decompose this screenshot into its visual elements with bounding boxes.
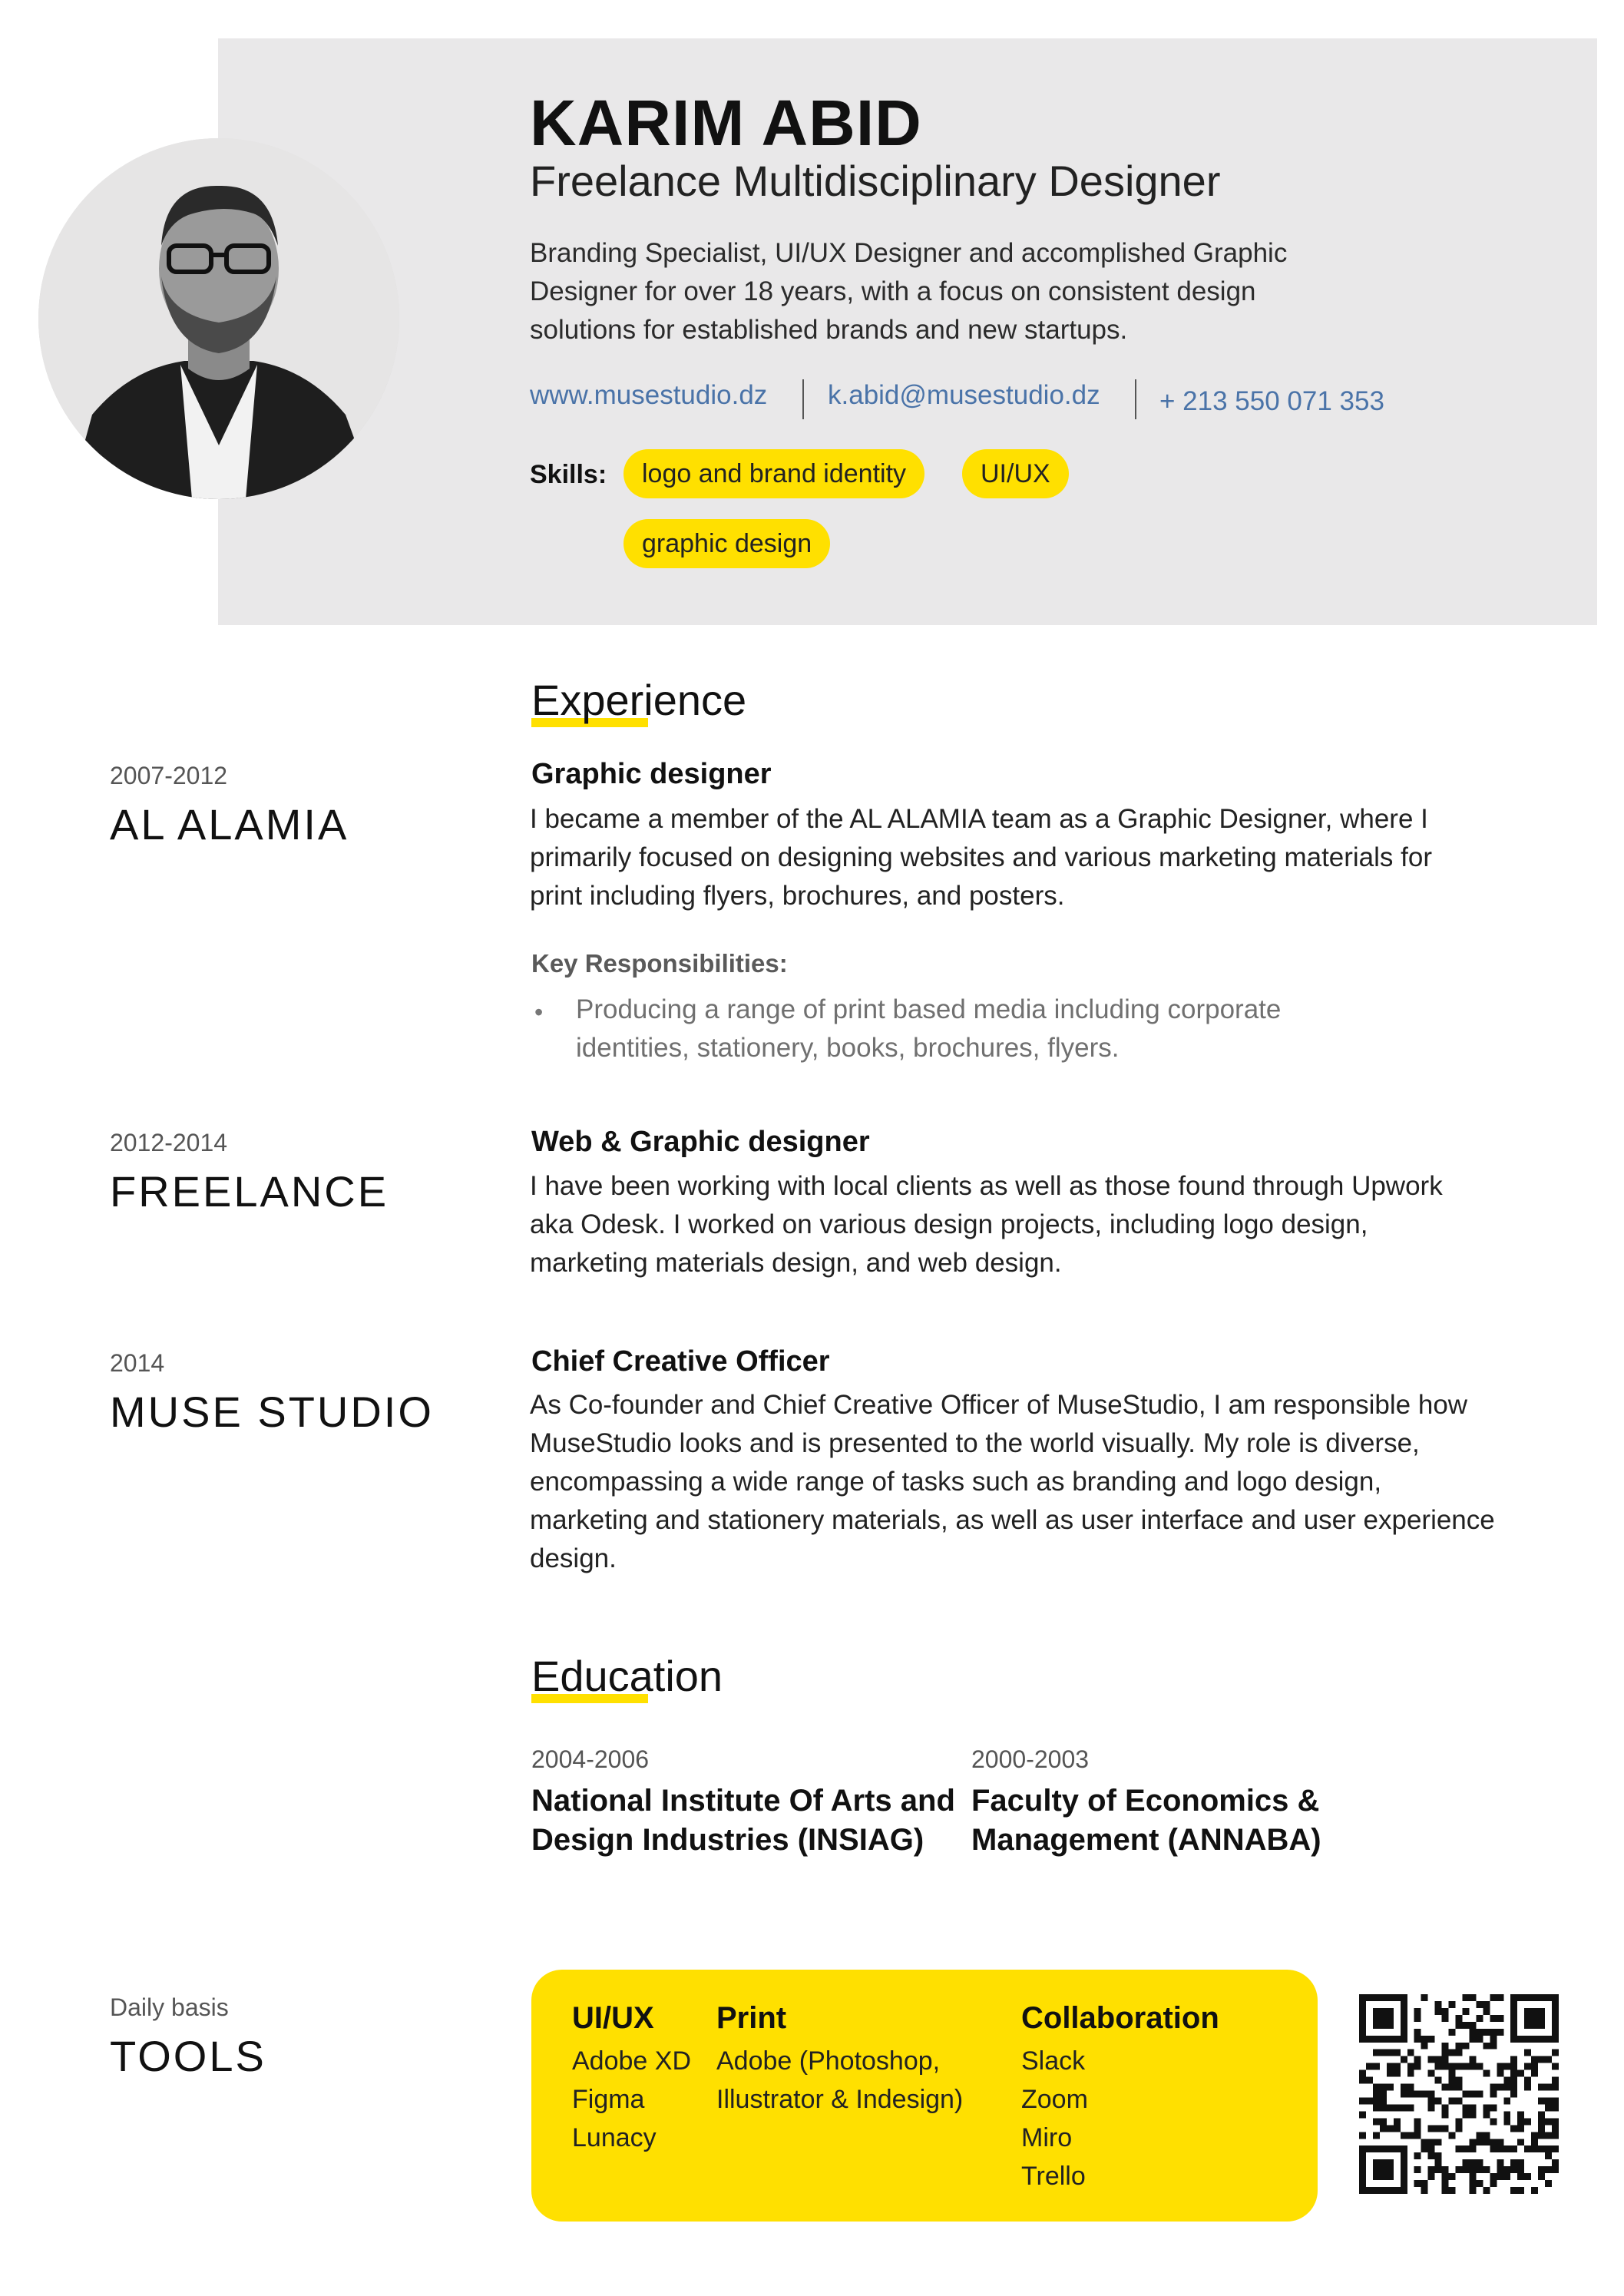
- experience-years: 2014: [110, 1349, 165, 1377]
- tool-item: Adobe (Photoshop,: [716, 2046, 941, 2076]
- tool-item: Lunacy: [572, 2123, 657, 2152]
- experience-years: 2012-2014: [110, 1129, 228, 1156]
- candidate-role: Freelance Multidisciplinary Designer: [530, 157, 1221, 205]
- skills-label: Skills:: [530, 460, 607, 489]
- experience-job-title: Chief Creative Officer: [531, 1345, 830, 1378]
- skill-chip: UI/UX: [962, 449, 1069, 498]
- experience-description: As Co-founder and Chief Creative Officer of MuseStudio, I am responsible how MuseStudio looks and is presented to the world visually. My role is diverse, encompassing a wide range of tasks such as branding and logo design, marketing and stationery materials, as well as user interface and user experience design.: [530, 1390, 1495, 1573]
- tools-title: TOOLS: [110, 2032, 266, 2080]
- bullet-icon: •: [534, 998, 544, 1026]
- experience-description: I have been working with local clients as well as those found through Upwork aka Odesk. I worked on various design projects, including logo design, marketing materials design, and web design.: [530, 1171, 1443, 1278]
- experience-title: Experience: [531, 676, 747, 724]
- contact-divider: [1135, 379, 1136, 419]
- tool-item: Figma: [572, 2085, 645, 2114]
- contact-divider: [802, 379, 804, 419]
- tool-item: Adobe XD: [572, 2046, 691, 2076]
- experience-job-title: Web & Graphic designer: [531, 1126, 870, 1158]
- tool-column-heading: UI/UX: [572, 2001, 654, 2035]
- experience-description: I became a member of the AL ALAMIA team as a Graphic Designer, where I primarily focused on designing websites and various marketing materials for print including flyers, brochures, and posters.: [530, 804, 1432, 911]
- education-years: 2000-2003: [971, 1745, 1090, 1773]
- experience-company: MUSE STUDIO: [110, 1388, 434, 1436]
- responsibilities-label: Key Responsibilities:: [531, 949, 788, 978]
- tool-item: Slack: [1021, 2046, 1086, 2076]
- profile-photo: [38, 138, 399, 499]
- experience-company: FREELANCE: [110, 1167, 389, 1216]
- skill-chip: graphic design: [623, 519, 830, 568]
- experience-years: 2007-2012: [110, 762, 228, 789]
- tool-column-collaboration: [1021, 1999, 1219, 2195]
- skill-chip: logo and brand identity: [623, 449, 924, 498]
- email-link[interactable]: k.abid@musestudio.dz: [828, 380, 1100, 410]
- qr-code-icon[interactable]: [1359, 1994, 1559, 2194]
- education-title: Education: [531, 1652, 723, 1700]
- tool-item: Zoom: [1021, 2085, 1088, 2114]
- tool-item: Illustrator & Indesign): [716, 2085, 964, 2114]
- tool-column-print: [716, 1999, 963, 2119]
- profile-summary: Branding Specialist, UI/UX Designer and accomplished Graphic Designer for over 18 years, with a focus on consistent design solutions for established brands and new startups.: [530, 238, 1288, 345]
- education-years: 2004-2006: [531, 1745, 650, 1773]
- experience-company: AL ALAMIA: [110, 800, 349, 849]
- candidate-name: KARIM ABID: [530, 87, 922, 159]
- phone-link[interactable]: + 213 550 071 353: [1159, 386, 1384, 416]
- education-school: Faculty of Economics & Management (ANNABA): [971, 1784, 1321, 1857]
- tools-subtitle: Daily basis: [110, 1993, 229, 2021]
- tool-column-heading: Print: [716, 2001, 787, 2035]
- tool-column-heading: Collaboration: [1021, 2001, 1219, 2035]
- tool-column-uiux: [572, 1999, 691, 2157]
- website-link[interactable]: www.musestudio.dz: [530, 380, 768, 410]
- tool-item: Trello: [1021, 2162, 1086, 2191]
- experience-job-title: Graphic designer: [531, 758, 772, 790]
- education-school: National Institute Of Arts and Design Industries (INSIAG): [531, 1784, 955, 1857]
- tool-item: Miro: [1021, 2123, 1073, 2152]
- responsibility-item: Producing a range of print based media including corporate identities, stationery, books, brochures, flyers.: [576, 994, 1282, 1063]
